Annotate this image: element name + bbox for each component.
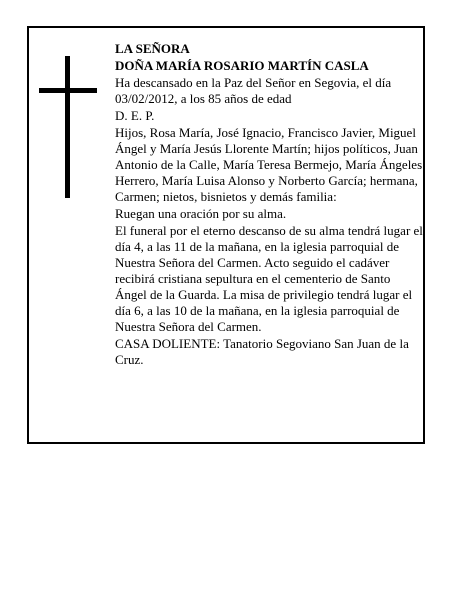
cross-horizontal-bar	[39, 88, 97, 93]
cross-vertical-bar	[65, 56, 70, 198]
obituary-heading: LA SEÑORA	[115, 41, 190, 56]
family-list: Hijos, Rosa María, José Ignacio, Francisco Javier, Miguel Ángel y María Jesús Llorente Martín; hijos políticos, Juan Antonio de la Calle, María Teresa Bermejo, María Ángeles Herrero, María Luisa Alonso y Norberto García; hermana, Carmen; nietos, bisnietos y demás familia:	[115, 125, 423, 204]
deceased-name: DOÑA MARÍA ROSARIO MARTÍN CASLA	[115, 58, 369, 73]
obituary-notice-frame	[27, 26, 425, 444]
funeral-info: El funeral por el eterno descanso de su alma tendrá lugar el día 4, a las 11 de la mañana, en la iglesia parroquial de Nuestra Señora del Carmen. Acto seguido el cadáver recibirá cristiana sepultura en el cementerio de Santo Ángel de la Guarda. La misa de privilegio tendrá lugar el día 6, a las 10 de la mañana, en la iglesia parroquial de Nuestra Señora del Carmen.	[115, 223, 423, 334]
dep-abbreviation: D. E. P.	[115, 108, 155, 123]
obituary-text	[115, 41, 423, 369]
death-statement: Ha descansado en la Paz del Señor en Segovia, el día 03/02/2012, a los 85 años de edad	[115, 75, 392, 106]
latin-cross-icon	[39, 56, 99, 198]
prayer-request: Ruegan una oración por su alma.	[115, 206, 287, 221]
mourning-house: CASA DOLIENTE: Tanatorio Segoviano San Juan de la Cruz.	[115, 336, 409, 367]
